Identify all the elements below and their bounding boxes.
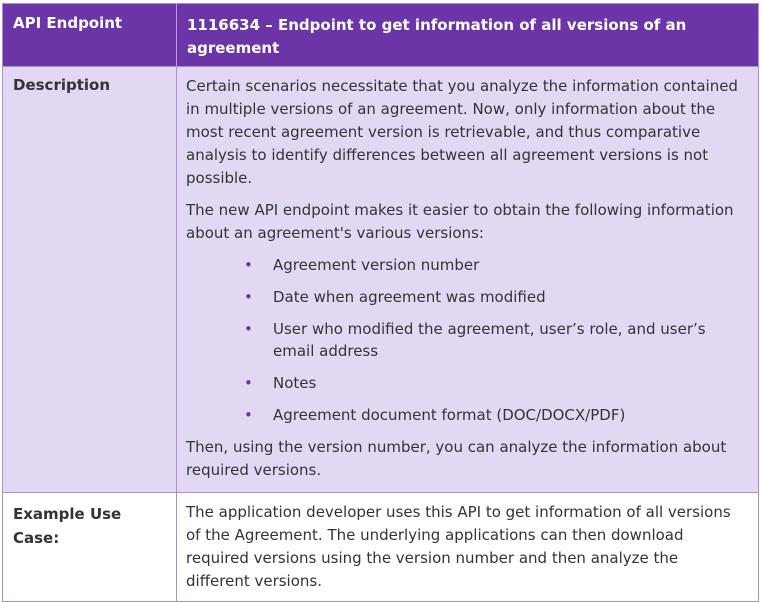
description-paragraph-2: The new API endpoint makes it easier to obtain the following information about an agreement's various versions: [186,201,734,242]
endpoint-title: 1116634 – Endpoint to get information of all versions of an agreement [177,4,759,67]
list-item-text: Agreement document format (DOC/DOCX/PDF) [273,406,626,424]
bullet-icon: • [244,374,253,392]
description-row [3,67,759,493]
list-item-text: User who modified the agreement, user’s role, and user’s email address [273,320,706,360]
list-item [186,254,740,276]
header-row [3,4,759,67]
bullet-icon: • [244,256,253,274]
example-content: The application developer uses this API to get information of all versions of the Agreement. The underlying applications can then download required versions using the version number and then analyze the different versions. [177,493,759,602]
list-item [186,318,740,362]
api-endpoint-table [2,3,759,602]
description-paragraph-1: Certain scenarios necessitate that you analyze the information contained in multiple versions of an agreement. Now, only information about the most recent agreement version is retrievable, and thus comparative analysis to identify differences between all agreement versions is not possible. [186,77,738,187]
example-row [3,493,759,602]
list-item-text: Agreement version number [273,256,480,274]
list-item-text: Date when agreement was modified [273,288,546,306]
list-item [186,286,740,308]
description-paragraph-3: Then, using the version number, you can analyze the information about required versions. [186,438,727,479]
header-label: API Endpoint [3,4,177,67]
description-content [177,67,759,493]
bullet-icon: • [244,288,253,306]
description-label: Description [3,67,177,493]
bullet-icon: • [244,320,253,338]
list-item-text: Notes [273,374,317,392]
list-item [186,404,740,426]
list-item [186,372,740,394]
example-label: Example Use Case: [3,493,177,602]
version-info-list [186,254,740,426]
bullet-icon: • [244,406,253,424]
